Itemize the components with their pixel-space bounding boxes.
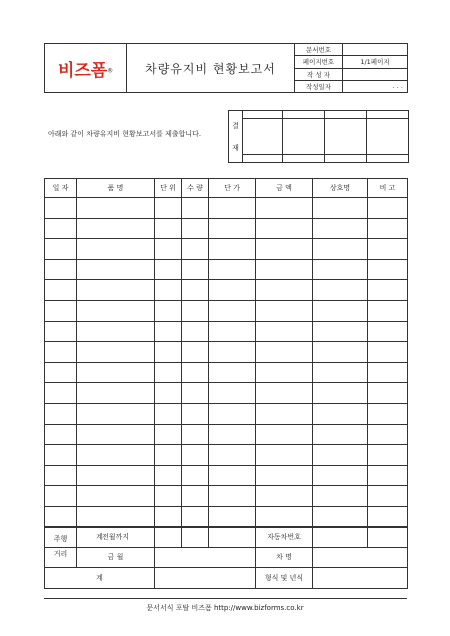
cell[interactable]	[77, 259, 155, 280]
cell[interactable]	[368, 403, 408, 424]
cell[interactable]	[77, 465, 155, 486]
cell[interactable]	[313, 321, 368, 342]
col-header-qty: 수 량	[182, 179, 209, 198]
col-header-item: 품 명	[77, 179, 155, 198]
cell[interactable]	[45, 445, 77, 466]
cell[interactable]	[209, 424, 256, 445]
approval-title-cell[interactable]	[243, 111, 283, 119]
cell[interactable]	[256, 321, 313, 342]
cell[interactable]	[209, 403, 256, 424]
cell[interactable]	[209, 486, 256, 507]
cell[interactable]	[45, 383, 77, 404]
col-header-vendor: 상호명	[313, 179, 368, 198]
cell[interactable]	[45, 259, 77, 280]
cell[interactable]	[155, 239, 182, 260]
mileage-current-label: 금 월	[77, 547, 155, 568]
mileage-side-label	[45, 527, 77, 568]
cell[interactable]	[256, 362, 313, 383]
table-row	[45, 198, 408, 219]
cell[interactable]	[368, 300, 408, 321]
cell[interactable]	[368, 362, 408, 383]
cell[interactable]	[368, 321, 408, 342]
cell[interactable]	[77, 403, 155, 424]
car-number-value[interactable]	[313, 527, 408, 548]
cell[interactable]	[209, 321, 256, 342]
cell[interactable]	[77, 362, 155, 383]
meta-label-date: 작성일자	[295, 80, 343, 92]
mileage-total-label: 계	[45, 568, 155, 589]
cell[interactable]	[368, 424, 408, 445]
cell[interactable]	[45, 342, 77, 363]
approval-date-cell[interactable]	[243, 155, 283, 163]
cell[interactable]	[368, 239, 408, 260]
document-header	[44, 43, 408, 93]
cell[interactable]	[45, 362, 77, 383]
cell[interactable]	[77, 321, 155, 342]
cell[interactable]	[155, 259, 182, 280]
col-header-amount: 금 액	[256, 179, 313, 198]
mileage-side-label-1: 주행	[53, 535, 68, 543]
table-row	[45, 239, 408, 260]
mileage-total-value[interactable]	[155, 568, 256, 589]
table-row	[45, 424, 408, 445]
cell[interactable]	[209, 280, 256, 301]
approval-date-cell[interactable]	[325, 155, 367, 163]
cell[interactable]	[155, 362, 182, 383]
cell[interactable]	[313, 383, 368, 404]
cell[interactable]	[368, 383, 408, 404]
table-row	[45, 403, 408, 424]
col-header-unit-price: 단 가	[209, 179, 256, 198]
cell[interactable]	[77, 445, 155, 466]
cell[interactable]	[182, 342, 209, 363]
cell[interactable]	[45, 424, 77, 445]
cell[interactable]	[182, 424, 209, 445]
cell[interactable]	[256, 383, 313, 404]
cell[interactable]	[77, 424, 155, 445]
approval-sign-cell[interactable]	[367, 119, 409, 155]
approval-label	[229, 111, 243, 163]
cell[interactable]	[313, 465, 368, 486]
cell[interactable]	[155, 486, 182, 507]
approval-sign-cell[interactable]	[283, 119, 325, 155]
approval-date-cell[interactable]	[283, 155, 325, 163]
cell[interactable]	[368, 445, 408, 466]
cell[interactable]	[45, 403, 77, 424]
car-model-year-value[interactable]	[313, 568, 408, 589]
cell[interactable]	[256, 465, 313, 486]
cell[interactable]	[209, 506, 256, 527]
table-row	[45, 362, 408, 383]
cell[interactable]	[77, 218, 155, 239]
approval-box	[228, 110, 409, 163]
table-row	[45, 506, 408, 527]
cell[interactable]	[368, 342, 408, 363]
mileage-current-value[interactable]	[155, 547, 256, 568]
cell[interactable]	[182, 383, 209, 404]
cell[interactable]	[313, 506, 368, 527]
mileage-prev-value[interactable]	[155, 527, 256, 548]
approval-title-cell[interactable]	[367, 111, 409, 119]
cell[interactable]	[256, 403, 313, 424]
table-row	[45, 300, 408, 321]
cell[interactable]	[313, 486, 368, 507]
cell[interactable]	[155, 342, 182, 363]
meta-label-page-number: 페이지번호	[295, 56, 343, 68]
approval-label-bottom: 재	[232, 143, 239, 152]
table-row	[45, 383, 408, 404]
cell[interactable]	[45, 506, 77, 527]
cell[interactable]	[256, 239, 313, 260]
cell[interactable]	[155, 300, 182, 321]
cell[interactable]	[368, 198, 408, 219]
meta-value-author[interactable]	[343, 68, 408, 80]
meta-label-doc-number: 문서번호	[295, 44, 343, 56]
cell[interactable]	[209, 383, 256, 404]
cell[interactable]	[155, 198, 182, 219]
cell[interactable]	[313, 239, 368, 260]
cell[interactable]	[256, 198, 313, 219]
cell[interactable]	[368, 465, 408, 486]
table-header-row	[45, 179, 408, 198]
cell[interactable]	[155, 403, 182, 424]
approval-sign-cell[interactable]	[243, 119, 283, 155]
approval-label-top: 결	[232, 121, 239, 130]
cell[interactable]	[77, 383, 155, 404]
cell[interactable]	[209, 300, 256, 321]
cell[interactable]	[368, 506, 408, 527]
cell[interactable]	[182, 259, 209, 280]
col-header-date: 일 자	[45, 179, 77, 198]
cell[interactable]	[368, 259, 408, 280]
cell[interactable]	[313, 424, 368, 445]
cell[interactable]	[182, 280, 209, 301]
cell[interactable]	[155, 424, 182, 445]
table-row	[45, 445, 408, 466]
car-name-label: 차 명	[256, 547, 313, 568]
cell[interactable]	[182, 321, 209, 342]
table-row	[45, 321, 408, 342]
cell[interactable]	[155, 321, 182, 342]
col-header-note: 비 고	[368, 179, 408, 198]
cell[interactable]	[155, 218, 182, 239]
cell[interactable]	[45, 239, 77, 260]
cell[interactable]	[313, 342, 368, 363]
approval-title-cell[interactable]	[325, 111, 367, 119]
meta-value-date[interactable]: . . .	[343, 80, 408, 92]
cell[interactable]	[45, 300, 77, 321]
cell[interactable]	[182, 218, 209, 239]
cell[interactable]	[155, 280, 182, 301]
cell[interactable]	[209, 465, 256, 486]
intro-text: 아래와 같이 차량유지비 현황보고서를 제출합니다.	[48, 130, 202, 138]
col-header-unit: 단 위	[155, 179, 182, 198]
cell[interactable]	[182, 300, 209, 321]
cell[interactable]	[182, 486, 209, 507]
cell[interactable]	[182, 198, 209, 219]
cell[interactable]	[313, 218, 368, 239]
table-row	[45, 259, 408, 280]
cell[interactable]	[77, 198, 155, 219]
table-row	[45, 342, 408, 363]
cell[interactable]	[209, 239, 256, 260]
cell[interactable]	[45, 280, 77, 301]
cell[interactable]	[209, 362, 256, 383]
cell[interactable]	[256, 218, 313, 239]
mileage-row	[45, 527, 408, 548]
approval-sign-cell[interactable]	[325, 119, 367, 155]
cell[interactable]	[256, 506, 313, 527]
registered-mark-icon: ®	[107, 68, 114, 75]
cell[interactable]	[368, 486, 408, 507]
cell[interactable]	[256, 445, 313, 466]
cell[interactable]	[256, 259, 313, 280]
cell[interactable]	[209, 259, 256, 280]
cell[interactable]	[45, 486, 77, 507]
document-title: 차량유지비 현황보고서	[127, 44, 295, 93]
cell[interactable]	[45, 198, 77, 219]
logo-text: 비즈폼	[57, 60, 108, 81]
cell[interactable]	[182, 362, 209, 383]
cell[interactable]	[45, 321, 77, 342]
brand-logo	[45, 44, 127, 93]
cell[interactable]	[182, 465, 209, 486]
cell[interactable]	[313, 259, 368, 280]
cell[interactable]	[155, 383, 182, 404]
cell[interactable]	[313, 445, 368, 466]
page-footer: 문서서식 포탈 비즈폼 http://www.bizforms.co.kr	[146, 604, 304, 612]
car-model-year-label: 형식 및 년식	[256, 568, 313, 589]
cell[interactable]	[256, 280, 313, 301]
cell[interactable]	[182, 239, 209, 260]
cell[interactable]	[182, 445, 209, 466]
mileage-row	[45, 547, 408, 568]
cell[interactable]	[256, 300, 313, 321]
cell[interactable]	[77, 506, 155, 527]
meta-value-page-number[interactable]: 1/1페이지	[343, 56, 408, 68]
cell[interactable]	[155, 506, 182, 527]
cell[interactable]	[45, 218, 77, 239]
cell[interactable]	[155, 445, 182, 466]
mileage-side-label-2: 거리	[53, 550, 68, 558]
table-row	[45, 486, 408, 507]
cell[interactable]	[313, 280, 368, 301]
footer-divider	[44, 598, 407, 599]
cell[interactable]	[256, 424, 313, 445]
cell[interactable]	[77, 300, 155, 321]
meta-value-doc-number[interactable]	[343, 44, 408, 56]
cell[interactable]	[209, 218, 256, 239]
total-label: 계	[45, 527, 155, 548]
expense-table	[44, 178, 408, 548]
cell[interactable]	[368, 218, 408, 239]
cell[interactable]	[313, 300, 368, 321]
mileage-row	[45, 568, 408, 589]
approval-title-cell[interactable]	[283, 111, 325, 119]
cell[interactable]	[155, 465, 182, 486]
cell[interactable]	[45, 465, 77, 486]
mileage-table	[44, 526, 408, 589]
cell[interactable]	[313, 198, 368, 219]
cell[interactable]	[256, 342, 313, 363]
cell[interactable]	[209, 342, 256, 363]
car-name-value[interactable]	[313, 547, 408, 568]
cell[interactable]	[209, 445, 256, 466]
table-row	[45, 280, 408, 301]
cell[interactable]	[77, 239, 155, 260]
meta-label-author: 작 성 자	[295, 68, 343, 80]
cell[interactable]	[368, 280, 408, 301]
mileage-prev-label: 전월까지	[77, 527, 155, 548]
car-number-label: 자동차번호	[256, 527, 313, 548]
cell[interactable]	[182, 506, 209, 527]
cell[interactable]	[77, 280, 155, 301]
cell[interactable]	[256, 486, 313, 507]
table-row	[45, 465, 408, 486]
cell[interactable]	[77, 486, 155, 507]
cell[interactable]	[313, 403, 368, 424]
cell[interactable]	[209, 198, 256, 219]
cell[interactable]	[182, 403, 209, 424]
table-row	[45, 218, 408, 239]
cell[interactable]	[77, 342, 155, 363]
cell[interactable]	[313, 362, 368, 383]
approval-date-cell[interactable]	[367, 155, 409, 163]
